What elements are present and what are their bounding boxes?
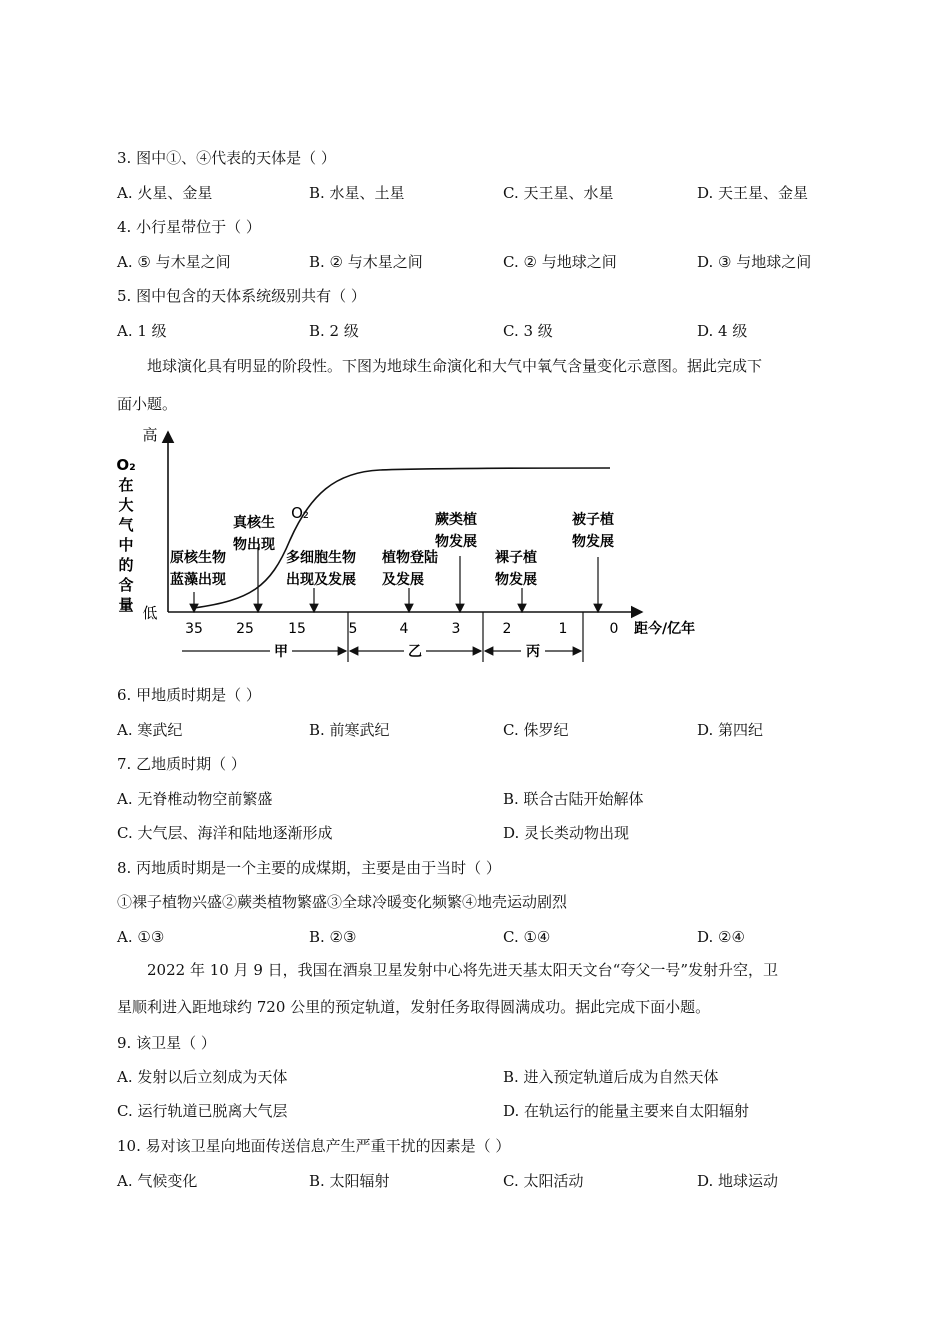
svg-text:35: 35 bbox=[185, 621, 203, 637]
q4-option-c: C. ② 与地球之间 bbox=[503, 253, 617, 271]
svg-text:及发展: 及发展 bbox=[382, 572, 424, 588]
question-9-stem: 9. 该卫星（ ） bbox=[117, 1034, 216, 1052]
svg-text:真核生: 真核生 bbox=[233, 515, 275, 531]
svg-text:4: 4 bbox=[399, 621, 409, 637]
svg-text:大: 大 bbox=[118, 496, 134, 514]
q7-option-c: C. 大气层、海洋和陆地逐渐形成 bbox=[117, 824, 333, 842]
period-labels bbox=[274, 644, 540, 660]
passage-2-line-1: 2022 年 10 月 9 日，我国在酒泉卫星发射中心将先进天基太阳天文台“夸父一号”发射升空，卫 bbox=[147, 961, 778, 979]
q7-option-a: A. 无脊椎动物空前繁盛 bbox=[117, 790, 273, 808]
q6-option-c: C. 侏罗纪 bbox=[503, 721, 569, 739]
y-high-label: 高 bbox=[142, 426, 158, 444]
svg-text:被子植: 被子植 bbox=[572, 512, 614, 528]
svg-text:量: 量 bbox=[118, 596, 134, 614]
q6-option-a: A. 寒武纪 bbox=[117, 721, 183, 739]
svg-text:物发展: 物发展 bbox=[495, 572, 537, 588]
svg-text:物出现: 物出现 bbox=[233, 537, 275, 553]
svg-text:原核生物: 原核生物 bbox=[170, 550, 226, 566]
svg-text:中: 中 bbox=[118, 536, 134, 554]
question-8-stem: 8. 丙地质时期是一个主要的成煤期，主要是由于当时（ ） bbox=[117, 859, 501, 877]
q8-option-a: A. ①③ bbox=[117, 928, 165, 946]
q9-option-b: B. 进入预定轨道后成为自然天体 bbox=[503, 1068, 719, 1086]
question-5-stem: 5. 图中包含的天体系统级别共有（ ） bbox=[117, 287, 366, 305]
svg-text:含: 含 bbox=[118, 576, 134, 594]
question-7-stem: 7. 乙地质时期（ ） bbox=[117, 755, 246, 773]
q4-option-d: D. ③ 与地球之间 bbox=[697, 253, 812, 271]
svg-text:15: 15 bbox=[288, 621, 306, 637]
q9-option-c: C. 运行轨道已脱离大气层 bbox=[117, 1102, 288, 1120]
svg-text:25: 25 bbox=[236, 621, 254, 637]
svg-text:5: 5 bbox=[348, 621, 358, 637]
svg-text:丙: 丙 bbox=[526, 644, 540, 660]
svg-text:甲: 甲 bbox=[274, 644, 288, 660]
q6-option-b: B. 前寒武纪 bbox=[309, 721, 390, 739]
q3-option-c: C. 天王星、水星 bbox=[503, 184, 614, 202]
q5-option-b: B. 2 级 bbox=[309, 322, 359, 340]
svg-text:出现及发展: 出现及发展 bbox=[286, 572, 356, 588]
svg-text:3: 3 bbox=[451, 621, 461, 637]
svg-text:裸子植: 裸子植 bbox=[495, 550, 537, 566]
svg-text:蓝藻出现: 蓝藻出现 bbox=[170, 572, 226, 588]
q8-option-c: C. ①④ bbox=[503, 928, 551, 946]
q6-option-d: D. 第四纪 bbox=[697, 721, 764, 739]
q9-option-d: D. 在轨运行的能量主要来自太阳辐射 bbox=[503, 1102, 750, 1120]
y-low-label: 低 bbox=[142, 604, 158, 622]
q7-option-d: D. 灵长类动物出现 bbox=[503, 824, 630, 842]
svg-text:0: 0 bbox=[609, 621, 619, 637]
q4-option-a: A. ⑤ 与木星之间 bbox=[117, 253, 231, 271]
x-unit-label: 距今/亿年 bbox=[634, 621, 696, 637]
svg-text:O₂: O₂ bbox=[116, 456, 136, 474]
svg-text:气: 气 bbox=[118, 516, 134, 534]
curve-label: O₂ bbox=[291, 504, 309, 522]
passage-2-line-2: 星顺利进入距地球约 720 公里的预定轨道，发射任务取得圆满成功。据此完成下面小题。 bbox=[117, 998, 711, 1016]
svg-text:多细胞生物: 多细胞生物 bbox=[286, 550, 356, 566]
q3-option-b: B. 水星、土星 bbox=[309, 184, 405, 202]
q10-option-b: B. 太阳辐射 bbox=[309, 1172, 390, 1190]
q8-option-b: B. ②③ bbox=[309, 928, 357, 946]
question-8-statements: ①裸子植物兴盛②蕨类植物繁盛③全球冷暖变化频繁④地壳运动剧烈 bbox=[117, 893, 568, 911]
event-labels bbox=[170, 511, 614, 588]
svg-text:植物登陆: 植物登陆 bbox=[382, 550, 438, 566]
svg-text:蕨类植: 蕨类植 bbox=[435, 512, 477, 528]
q10-option-d: D. 地球运动 bbox=[697, 1172, 779, 1190]
q4-option-b: B. ② 与木星之间 bbox=[309, 253, 423, 271]
oxygen-evolution-figure bbox=[110, 420, 730, 670]
svg-text:的: 的 bbox=[118, 556, 134, 574]
svg-text:1: 1 bbox=[558, 621, 568, 637]
q5-option-a: A. 1 级 bbox=[117, 322, 167, 340]
q3-option-d: D. 天王星、金星 bbox=[697, 184, 809, 202]
q10-option-c: C. 太阳活动 bbox=[503, 1172, 584, 1190]
svg-text:2: 2 bbox=[502, 621, 512, 637]
q3-option-a: A. 火星、金星 bbox=[117, 184, 213, 202]
svg-text:在: 在 bbox=[118, 476, 134, 494]
svg-text:物发展: 物发展 bbox=[435, 534, 477, 550]
q9-option-a: A. 发射以后立刻成为天体 bbox=[117, 1068, 288, 1086]
question-3-stem: 3. 图中①、④代表的天体是（ ） bbox=[117, 149, 336, 167]
y-axis-label bbox=[116, 456, 135, 614]
q10-option-a: A. 气候变化 bbox=[117, 1172, 198, 1190]
question-6-stem: 6. 甲地质时期是（ ） bbox=[117, 686, 261, 704]
q5-option-d: D. 4 级 bbox=[697, 322, 748, 340]
passage-1-line-2: 面小题。 bbox=[117, 395, 178, 413]
q7-option-b: B. 联合古陆开始解体 bbox=[503, 790, 644, 808]
x-tick-labels bbox=[185, 621, 618, 637]
q8-option-d: D. ②④ bbox=[697, 928, 745, 946]
q5-option-c: C. 3 级 bbox=[503, 322, 553, 340]
svg-text:物发展: 物发展 bbox=[572, 534, 614, 550]
svg-text:乙: 乙 bbox=[408, 644, 422, 660]
passage-1-line-1: 地球演化具有明显的阶段性。下图为地球生命演化和大气中氧气含量变化示意图。据此完成下 bbox=[147, 357, 763, 375]
question-10-stem: 10. 易对该卫星向地面传送信息产生严重干扰的因素是（ ） bbox=[117, 1137, 511, 1155]
question-4-stem: 4. 小行星带位于（ ） bbox=[117, 218, 261, 236]
